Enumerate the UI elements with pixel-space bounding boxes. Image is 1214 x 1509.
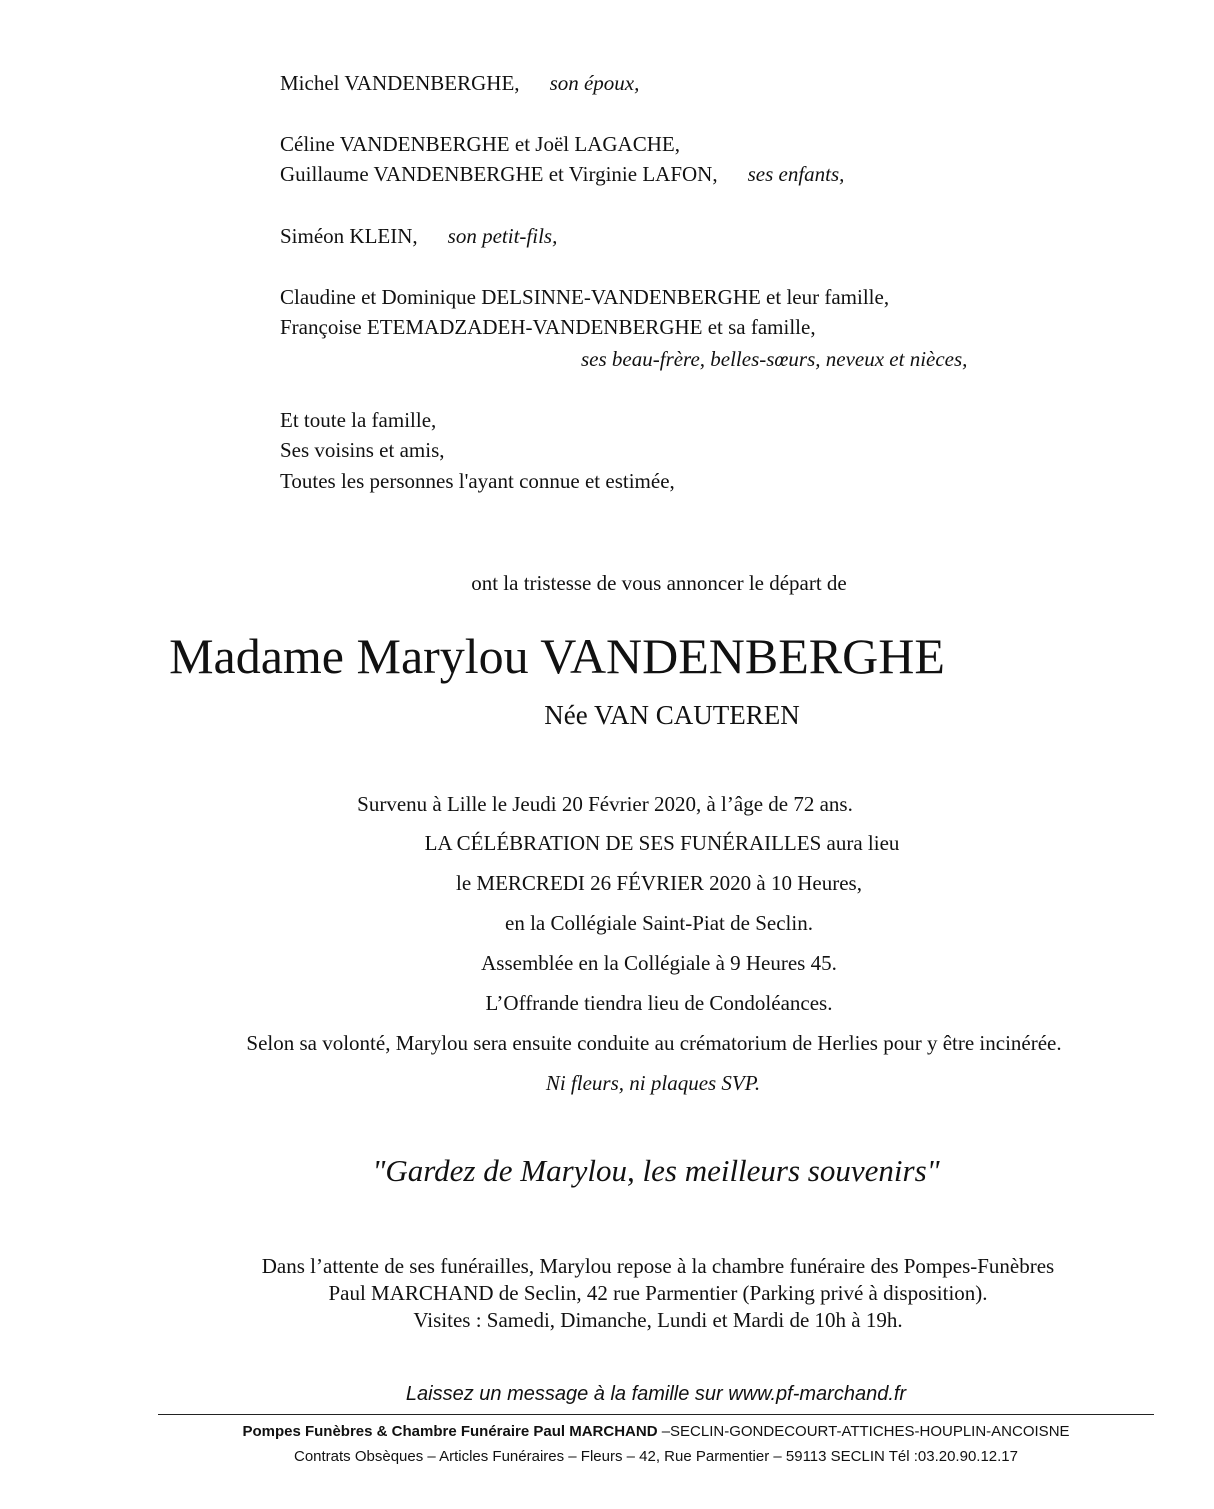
message-link[interactable]: Laissez un message à la famille sur www.pf-marchand.fr xyxy=(405,1383,907,1405)
detail-line-cremation: Selon sa volonté, Marylou sera ensuite conduite au crématorium de Herlies pour y être incinérée. xyxy=(246,1031,1062,1055)
spouse-role: son époux, xyxy=(549,71,640,95)
visitation-line-3: Visites : Samedi, Dimanche, Lundi et Mardi de 10h à 19h. xyxy=(413,1308,903,1332)
children-line-1: Céline VANDENBERGHE et Joël LAGACHE, xyxy=(280,132,680,156)
memorial-quote: "Gardez de Marylou, les meilleurs souvenirs" xyxy=(372,1153,940,1188)
grandson-name: Siméon KLEIN, xyxy=(280,224,418,248)
visitation-line-2: Paul MARCHAND de Seclin, 42 rue Parmentier (Parking privé à disposition). xyxy=(328,1281,988,1305)
others-line-3: Toutes les personnes l'ayant connue et estimée, xyxy=(280,469,675,493)
footer-services: Contrats Obsèques – Articles Funéraires – Fleurs – 42, Rue Parmentier – 59113 SECLIN Tél :03.20.90.12.17 xyxy=(293,1448,1018,1465)
visitation-line-1: Dans l’attente de ses funérailles, Marylou repose à la chambre funéraire des Pompes-Funèbres xyxy=(261,1254,1055,1278)
footer-company-line xyxy=(49,1422,1214,1442)
detail-line-assembly: Assemblée en la Collégiale à 9 Heures 45. xyxy=(481,951,837,975)
detail-line-ceremony: LA CÉLÉBRATION DE SES FUNÉRAILLES aura lieu xyxy=(424,831,900,855)
detail-line-date: le MERCREDI 26 FÉVRIER 2020 à 10 Heures, xyxy=(456,871,862,895)
in-laws-line-1: Claudine et Dominique DELSINNE-VANDENBERGHE et leur famille, xyxy=(280,285,890,309)
footer-company: Pompes Funèbres & Chambre Funéraire Paul MARCHAND xyxy=(242,1423,658,1440)
in-laws-role: ses beau-frère, belles-sœurs, neveux et nièces, xyxy=(581,347,968,371)
flowers-note: Ni fleurs, ni plaques SVP. xyxy=(545,1071,761,1095)
deceased-maiden-name: Née VAN CAUTEREN xyxy=(544,700,800,730)
in-laws-line-2: Françoise ETEMADZADEH-VANDENBERGHE et sa famille, xyxy=(280,315,816,339)
deceased-name: Madame Marylou VANDENBERGHE xyxy=(169,628,945,684)
footer-towns: –SECLIN-GONDECOURT-ATTICHES-HOUPLIN-ANCOISNE xyxy=(657,1423,1070,1440)
detail-line-death: Survenu à Lille le Jeudi 20 Février 2020, à l’âge de 72 ans. xyxy=(357,792,853,816)
footer-divider xyxy=(158,1414,1154,1415)
children-role: ses enfants, xyxy=(747,162,845,186)
grandson-line xyxy=(280,221,557,251)
spouse-line xyxy=(280,68,639,98)
children-line-2 xyxy=(280,159,844,189)
detail-line-place: en la Collégiale Saint-Piat de Seclin. xyxy=(505,911,813,935)
others-line-1: Et toute la famille, xyxy=(280,408,437,432)
announcement: ont la tristesse de vous annoncer le départ de xyxy=(471,571,847,595)
spouse-name: Michel VANDENBERGHE, xyxy=(280,71,520,95)
grandson-role: son petit-fils, xyxy=(447,224,558,248)
others-line-2: Ses voisins et amis, xyxy=(280,438,445,462)
detail-line-offering: L’Offrande tiendra lieu de Condoléances. xyxy=(485,991,833,1015)
children-name-2: Guillaume VANDENBERGHE et Virginie LAFON, xyxy=(280,162,718,186)
